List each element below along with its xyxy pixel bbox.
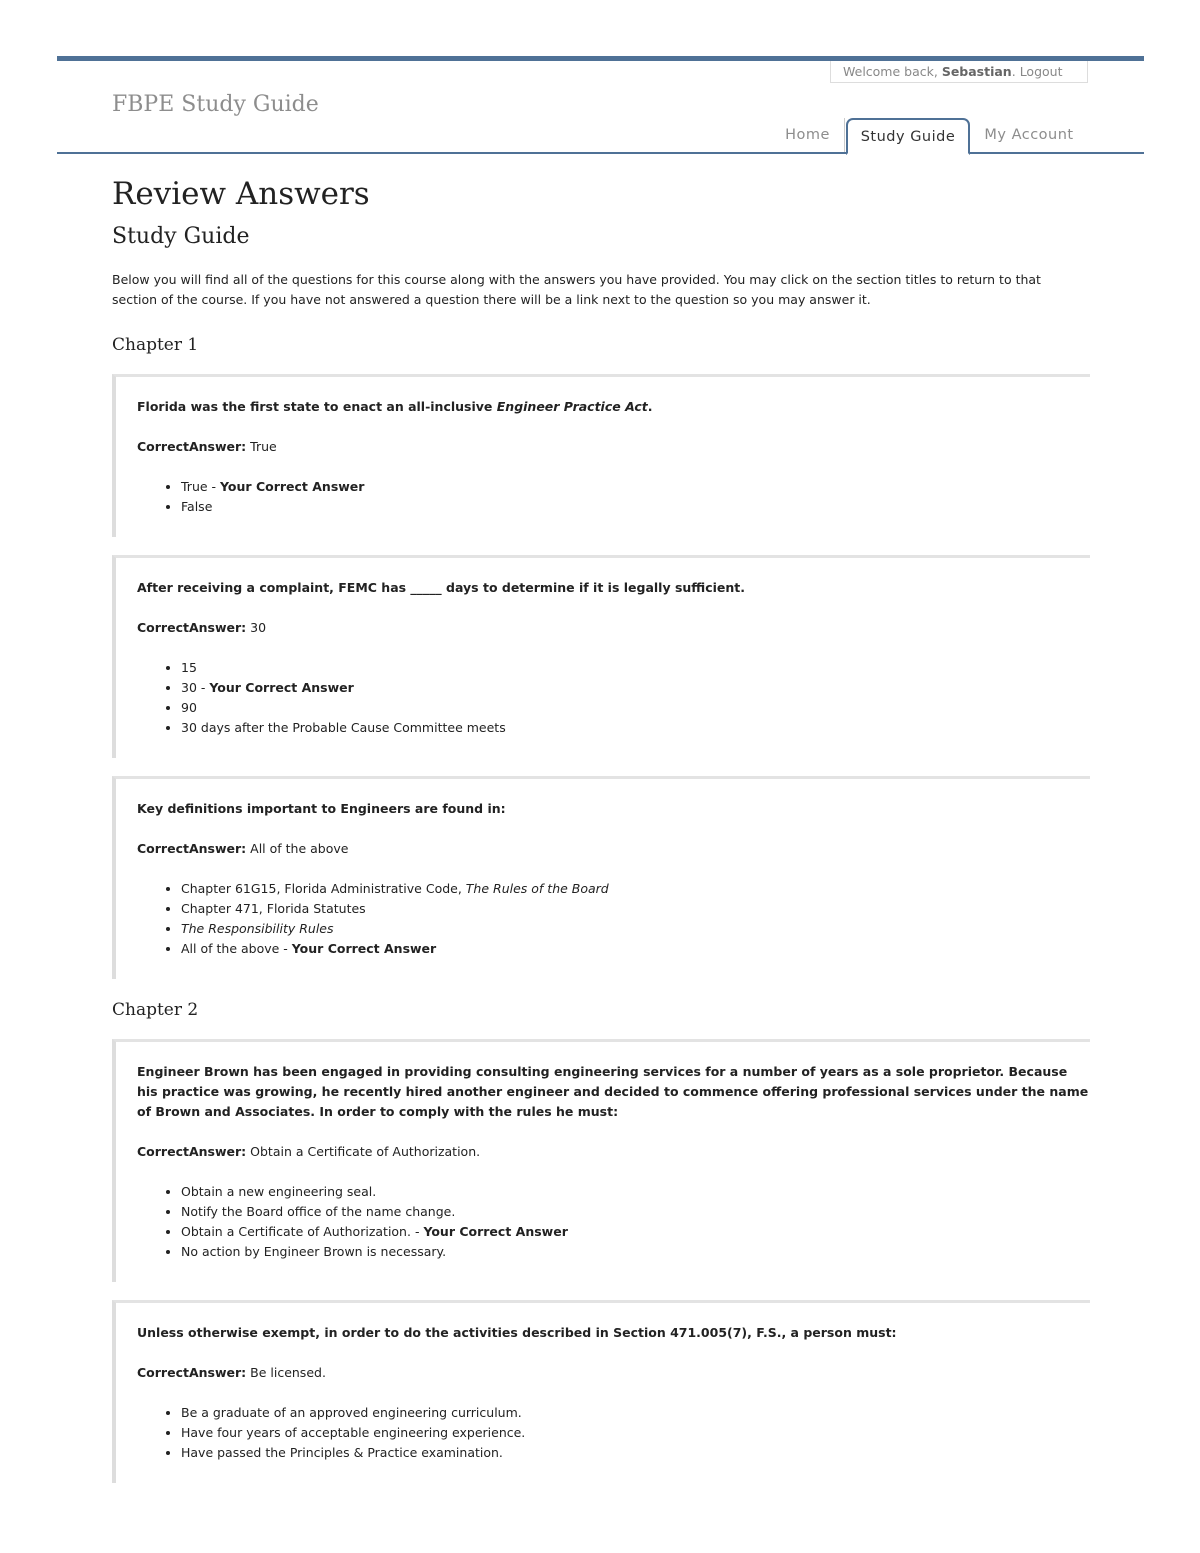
logout-link[interactable]: Logout bbox=[1019, 64, 1063, 79]
option-item bbox=[181, 658, 1090, 678]
question-text: Unless otherwise exempt, in order to do the activities described in Section 471.005(7), F.S., a person must: bbox=[137, 1325, 897, 1340]
option-dash: - bbox=[207, 479, 221, 494]
option-item bbox=[181, 1242, 1090, 1262]
main-content bbox=[112, 170, 1090, 1483]
question-card bbox=[112, 1039, 1090, 1282]
option-text: Have passed the Principles & Practice examination. bbox=[181, 1445, 503, 1460]
option-item bbox=[181, 718, 1090, 738]
option-item bbox=[181, 678, 1090, 698]
option-item bbox=[181, 477, 1090, 497]
option-dash: - bbox=[196, 680, 210, 695]
your-correct-answer-label: Your Correct Answer bbox=[209, 680, 354, 695]
option-item bbox=[181, 1202, 1090, 1222]
correct-answer-label: CorrectAnswer: bbox=[137, 439, 247, 454]
option-text: False bbox=[181, 499, 213, 514]
correct-answer-label: CorrectAnswer: bbox=[137, 1144, 247, 1159]
welcome-text: Welcome back, bbox=[843, 64, 942, 79]
tab-my-account[interactable]: My Account bbox=[984, 127, 1074, 143]
page-subtitle: Study Guide bbox=[112, 224, 250, 249]
correct-answer-value: 30 bbox=[250, 620, 267, 635]
answer-options bbox=[137, 1403, 1090, 1463]
option-item bbox=[181, 1182, 1090, 1202]
option-item bbox=[181, 879, 1090, 899]
question-text-part: . bbox=[647, 399, 653, 414]
option-text: Obtain a new engineering seal. bbox=[181, 1184, 377, 1199]
option-item bbox=[181, 1222, 1090, 1242]
question-card bbox=[112, 776, 1090, 979]
answer-options bbox=[137, 879, 1090, 959]
option-item bbox=[181, 497, 1090, 517]
tab-home[interactable]: Home bbox=[771, 118, 845, 154]
correct-answer-value: Be licensed. bbox=[250, 1365, 326, 1380]
question-text: Key definitions important to Engineers are found in: bbox=[137, 801, 506, 816]
option-item bbox=[181, 939, 1090, 959]
welcome-bar bbox=[830, 61, 1088, 83]
nav-rule bbox=[57, 152, 1144, 154]
correct-answer-label: CorrectAnswer: bbox=[137, 1365, 247, 1380]
option-text: No action by Engineer Brown is necessary. bbox=[181, 1244, 447, 1259]
intro-text: Below you will find all of the questions for this course along with the answers you have provided. You may click on the section titles to return to that section of the course. If you have not answered a question there will be a link next to the question so you may answer it. bbox=[112, 272, 1041, 307]
option-item bbox=[181, 899, 1090, 919]
answer-options bbox=[137, 1182, 1090, 1262]
correct-answer-label: CorrectAnswer: bbox=[137, 620, 247, 635]
correct-answer-value: True bbox=[250, 439, 277, 454]
question-card bbox=[112, 1300, 1090, 1483]
option-item bbox=[181, 698, 1090, 718]
answer-options bbox=[137, 658, 1090, 738]
question-text-italic: Engineer Practice Act bbox=[496, 399, 648, 414]
correct-answer bbox=[137, 437, 1090, 457]
your-correct-answer-label: Your Correct Answer bbox=[220, 479, 365, 494]
option-item bbox=[181, 1423, 1090, 1443]
option-text: All of the above bbox=[181, 941, 280, 956]
option-text: True bbox=[181, 479, 208, 494]
correct-answer bbox=[137, 839, 1090, 859]
option-text: Have four years of acceptable engineering experience. bbox=[181, 1425, 526, 1440]
correct-answer bbox=[137, 618, 1090, 638]
correct-answer-label: CorrectAnswer: bbox=[137, 841, 247, 856]
question-card bbox=[112, 555, 1090, 758]
correct-answer-value: All of the above bbox=[250, 841, 349, 856]
correct-answer-value: Obtain a Certificate of Authorization. bbox=[250, 1144, 481, 1159]
user-name: Sebastian bbox=[941, 64, 1012, 79]
option-item bbox=[181, 919, 1090, 939]
chapter-1-title[interactable]: Chapter 1 bbox=[112, 335, 199, 355]
option-text: Obtain a Certificate of Authorization. bbox=[181, 1224, 411, 1239]
option-item bbox=[181, 1443, 1090, 1463]
option-text: Chapter 471, Florida Statutes bbox=[181, 901, 366, 916]
option-text: 30 bbox=[181, 680, 197, 695]
question-text: After receiving a complaint, FEMC has _____ days to determine if it is legally sufficient. bbox=[137, 580, 746, 595]
question-card bbox=[112, 374, 1090, 537]
correct-answer bbox=[137, 1363, 1090, 1383]
option-text: 90 bbox=[181, 700, 197, 715]
answer-options bbox=[137, 477, 1090, 517]
question-text: Engineer Brown has been engaged in providing consulting engineering services for a number of years as a sole proprietor. Because his practice was growing, he recently hired another engineer and decided to commence offering professional services under the name of Brown and Associates. In order to comply with the rules he must: bbox=[137, 1064, 1089, 1119]
option-dash: - bbox=[410, 1224, 424, 1239]
option-text: Chapter 61G15, Florida Administrative Code, bbox=[181, 881, 466, 896]
question-text-part: Florida was the first state to enact an all-inclusive bbox=[137, 399, 497, 414]
option-text: 30 days after the Probable Cause Committee meets bbox=[181, 720, 506, 735]
option-item bbox=[181, 1403, 1090, 1423]
chapter-2-title[interactable]: Chapter 2 bbox=[112, 1000, 199, 1020]
your-correct-answer-label: Your Correct Answer bbox=[291, 941, 437, 956]
option-text-italic: The Rules of the Board bbox=[465, 881, 609, 896]
your-correct-answer-label: Your Correct Answer bbox=[423, 1224, 568, 1239]
option-dash: - bbox=[279, 941, 292, 956]
page-title: Review Answers bbox=[112, 176, 370, 212]
welcome-separator: . bbox=[1011, 64, 1016, 79]
site-title[interactable]: FBPE Study Guide bbox=[112, 92, 319, 117]
tab-study-guide[interactable]: Study Guide bbox=[846, 118, 970, 155]
option-text: 15 bbox=[181, 660, 197, 675]
question-text bbox=[137, 397, 1090, 417]
correct-answer bbox=[137, 1142, 1090, 1162]
option-text-italic: The Responsibility Rules bbox=[181, 921, 334, 936]
option-text: Be a graduate of an approved engineering curriculum. bbox=[181, 1405, 522, 1420]
option-text: Notify the Board office of the name change. bbox=[181, 1204, 456, 1219]
